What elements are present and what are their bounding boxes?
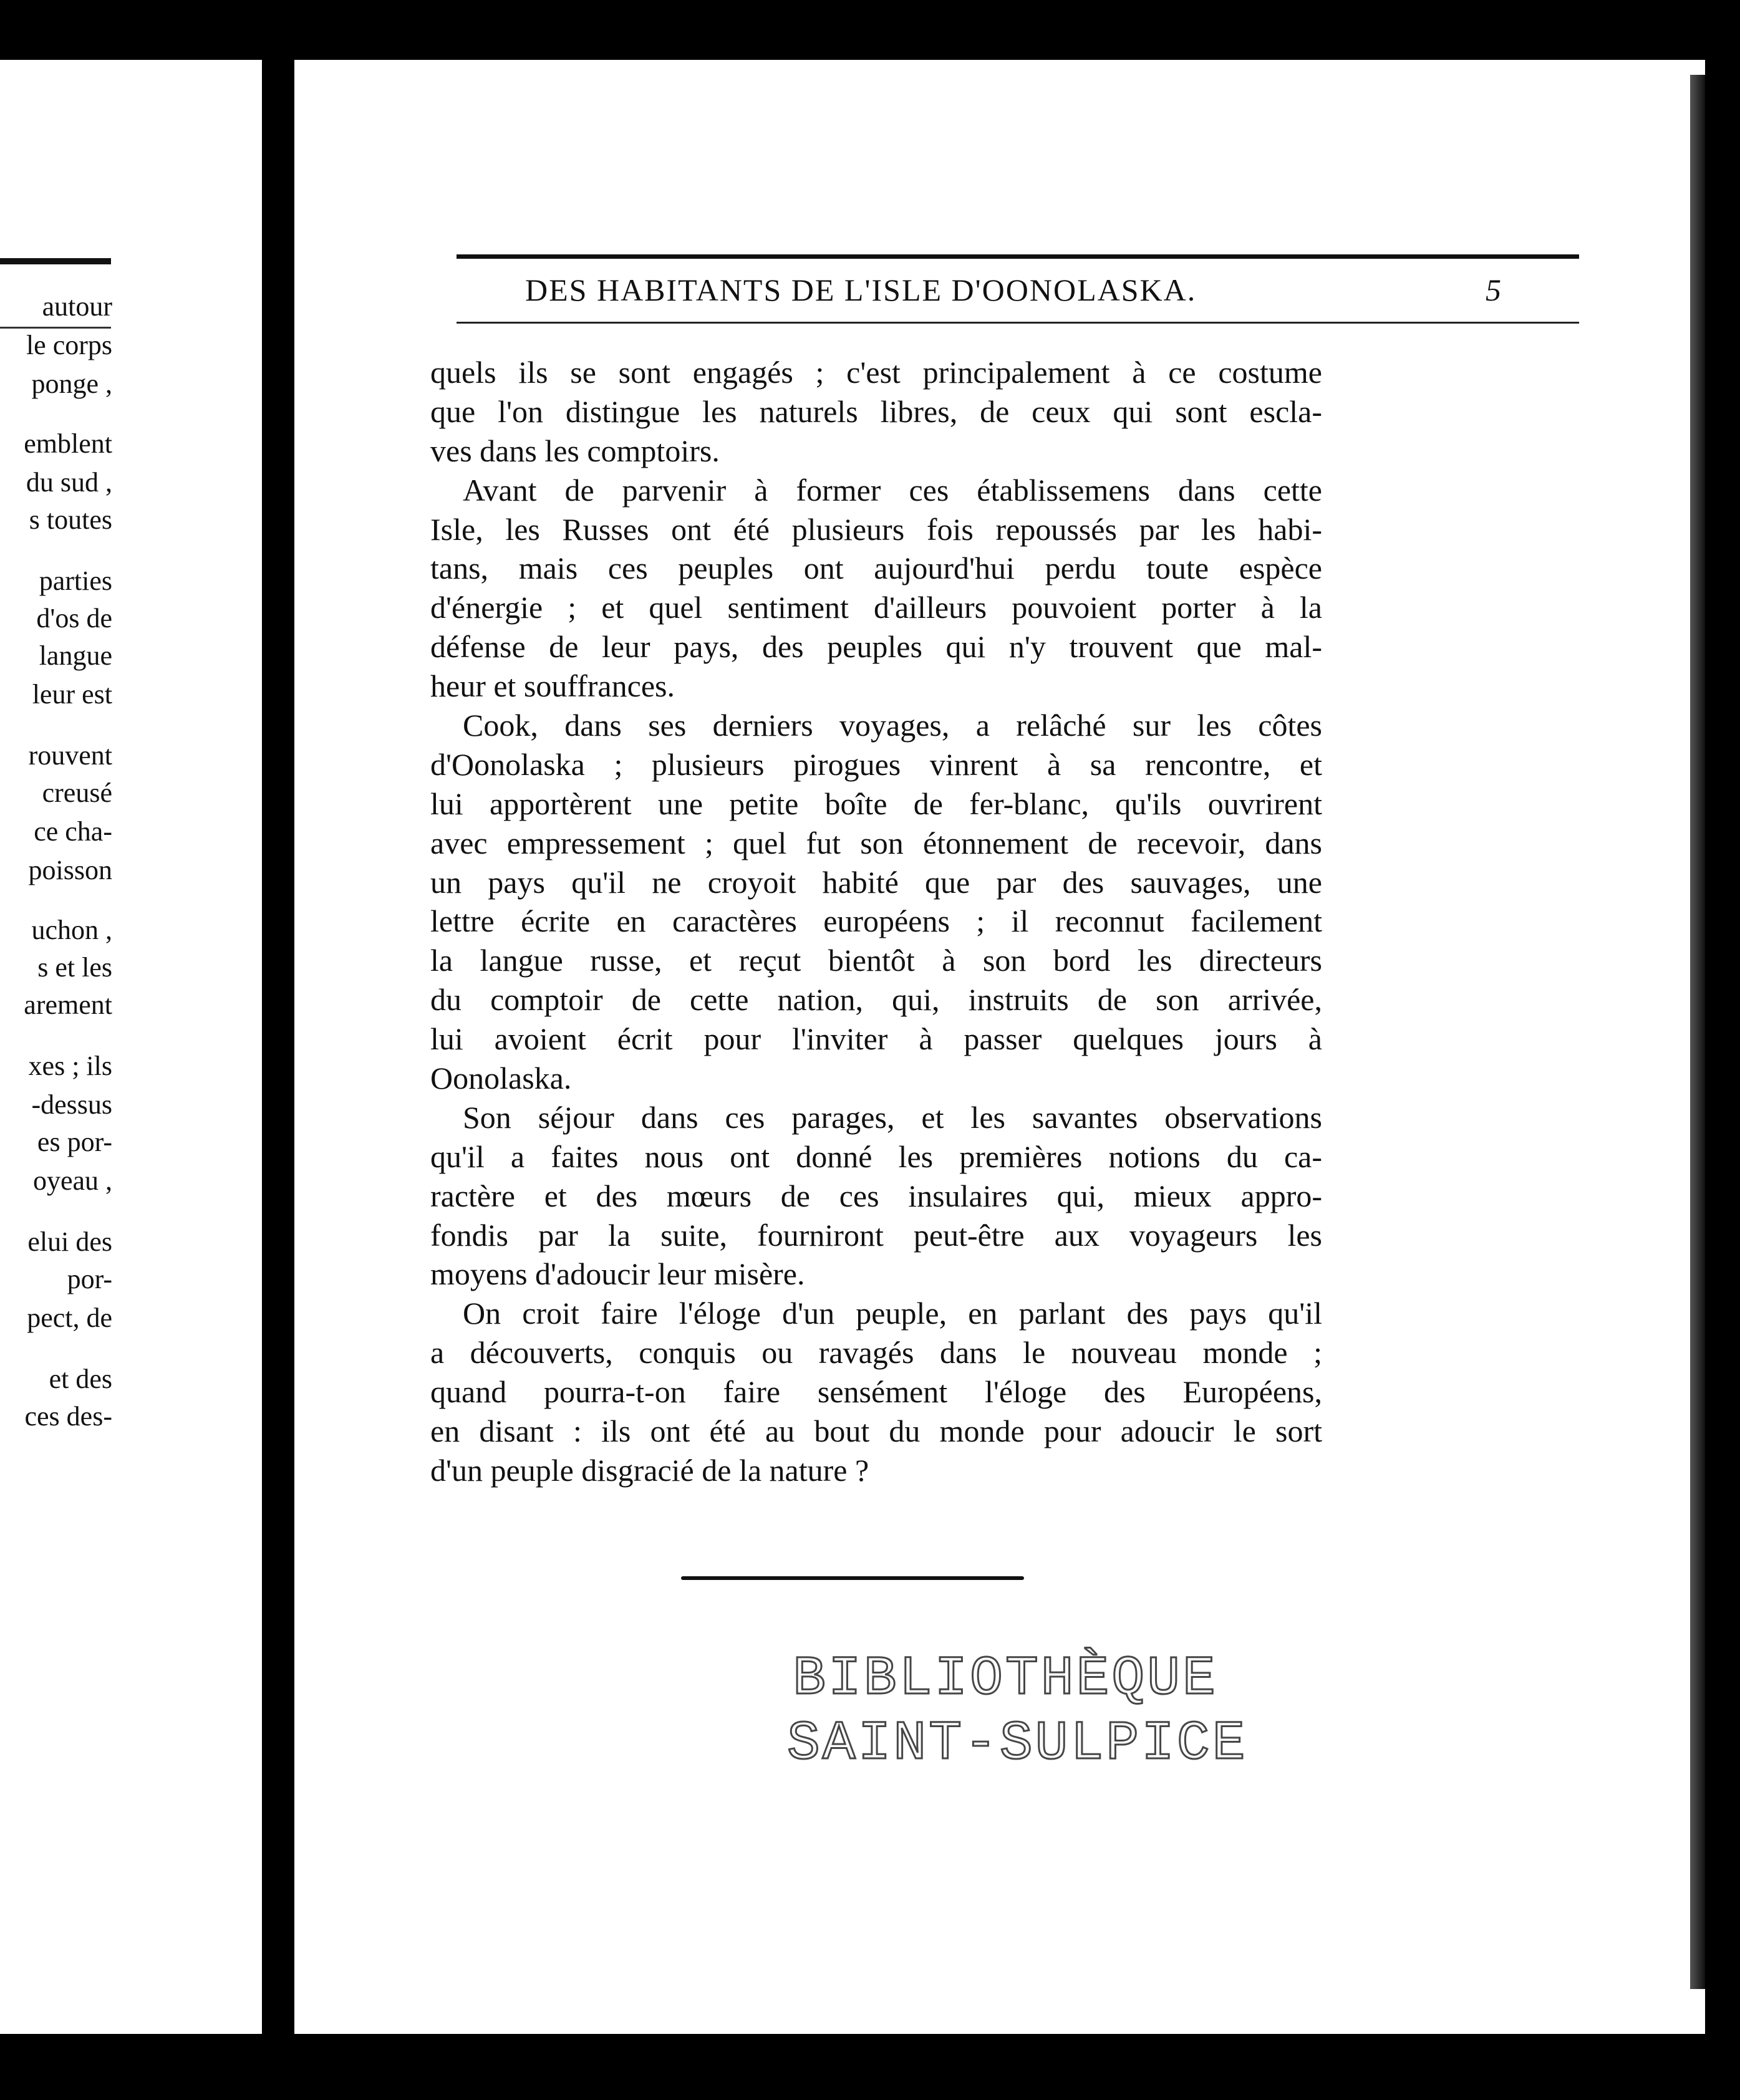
text-line: quand pourra-t-on faire sensément l'éloge des Européens, <box>430 1374 1322 1410</box>
left-page-line: ces des- <box>24 1401 112 1432</box>
left-page-line: ce cha- <box>34 816 112 847</box>
left-page-line: le corps <box>26 330 112 360</box>
left-page-line: du sud , <box>26 467 112 498</box>
text-line: Oonolaska. <box>430 1061 572 1096</box>
text-line: tans, mais ces peuples ont aujourd'hui perdu toute espèce <box>430 551 1322 586</box>
text-line: en disant : ils ont été au bout du monde pour adoucir le sort <box>430 1414 1322 1449</box>
left-page-line: s toutes <box>29 504 112 535</box>
text-line: défense de leur pays, des peuples qui n'y trouvent que mal- <box>430 629 1322 665</box>
text-line: ves dans les comptoirs. <box>430 433 720 468</box>
text-line: Cook, dans ses derniers voyages, a relâché sur les côtes <box>463 708 1322 743</box>
page-number: 5 <box>1486 272 1501 307</box>
text-line: un pays qu'il ne croyoit habité que par des sauvages, une <box>430 864 1322 900</box>
left-page-line: xes ; ils <box>28 1051 112 1081</box>
text-line: la langue russe, et reçut bientôt à son bord les directeurs <box>430 943 1322 978</box>
text-line: Isle, les Russes ont été plusieurs fois repoussés par les habi- <box>430 511 1322 547</box>
text-line: d'un peuple disgracié de la nature ? <box>430 1452 869 1488</box>
left-page-line: parties <box>39 566 112 596</box>
left-page-line: leur est <box>32 679 112 710</box>
left-page-rule <box>0 258 111 264</box>
book-page <box>294 60 1705 2034</box>
left-page-thin-rule <box>0 327 111 329</box>
text-line: d'Oonolaska ; plusieurs pirogues vinrent à sa rencontre, et <box>430 746 1322 782</box>
text-line: lui apportèrent une petite boîte de fer-blanc, qu'ils ouvrirent <box>430 786 1322 821</box>
page-edge-shadow <box>1690 75 1705 1989</box>
left-page-line: et des <box>49 1364 112 1394</box>
text-line: du comptoir de cette nation, qui, instruits de son arrivée, <box>430 982 1322 1018</box>
text-line: lui avoient écrit pour l'inviter à passer quelques jours à <box>430 1021 1322 1057</box>
left-page-line: elui des <box>27 1226 112 1257</box>
stamp-line-2: SAINT-SULPICE <box>787 1713 1248 1775</box>
left-page-line: por- <box>67 1264 112 1294</box>
left-page-line: oyeau , <box>32 1165 112 1196</box>
text-line: lettre écrite en caractères européens ; il reconnut facilement <box>430 903 1322 939</box>
left-page-line: langue <box>39 640 112 671</box>
text-line: heur et souffrances. <box>430 668 675 704</box>
left-page-line: emblent <box>24 428 112 459</box>
text-line: moyens d'adoucir leur misère. <box>430 1256 805 1292</box>
stamp-line-1: BIBLIOTHÈQUE <box>793 1649 1218 1710</box>
text-line: fondis par la suite, fourniront peut-être aux voyageurs les <box>430 1217 1322 1253</box>
text-line: ractère et des mœurs de ces insulaires qui, mieux appro- <box>430 1178 1322 1213</box>
text-line: a découverts, conquis ou ravagés dans le nouveau monde ; <box>430 1335 1322 1370</box>
left-page-line: uchon , <box>31 915 112 945</box>
library-stamp <box>787 1647 1248 1777</box>
left-page-line: rouvent <box>28 740 112 771</box>
text-line: qu'il a faites nous ont donné les premières notions du ca- <box>430 1139 1322 1174</box>
left-page-line: creusé <box>42 778 112 808</box>
end-ornament-rule <box>681 1576 1024 1580</box>
text-line: quels ils se sont engagés ; c'est principalement à ce costume <box>430 355 1322 390</box>
text-line: Son séjour dans ces parages, et les savantes observations <box>463 1099 1322 1135</box>
head-rule-bottom <box>457 322 1579 324</box>
text-line: On croit faire l'éloge d'un peuple, en parlant des pays qu'il <box>463 1296 1322 1331</box>
text-line: Avant de parvenir à former ces établissemens dans cette <box>463 472 1322 508</box>
head-rule-top <box>457 254 1579 259</box>
left-page-line: poisson <box>28 855 112 885</box>
running-head-title: DES HABITANTS DE L'ISLE D'OONOLASKA. <box>525 272 1197 307</box>
left-page-line: -dessus <box>31 1089 112 1120</box>
body-text <box>430 353 1322 1490</box>
text-line: d'énergie ; et quel sentiment d'ailleurs pouvoient porter à la <box>430 590 1322 625</box>
left-page-fragment <box>0 60 262 2034</box>
left-page-line: ponge , <box>31 368 112 399</box>
left-page-line: autour <box>42 291 112 322</box>
left-page-line: arement <box>24 990 112 1020</box>
text-line: que l'on distingue les naturels libres, de ceux qui sont escla- <box>430 393 1322 429</box>
left-page-line: pect, de <box>27 1303 112 1333</box>
running-head <box>457 254 1629 329</box>
text-line: avec empressement ; quel fut son étonnement de recevoir, dans <box>430 825 1322 860</box>
left-page-line: d'os de <box>36 603 112 633</box>
left-page-line: s et les <box>37 952 112 983</box>
left-page-line: es por- <box>37 1127 112 1157</box>
